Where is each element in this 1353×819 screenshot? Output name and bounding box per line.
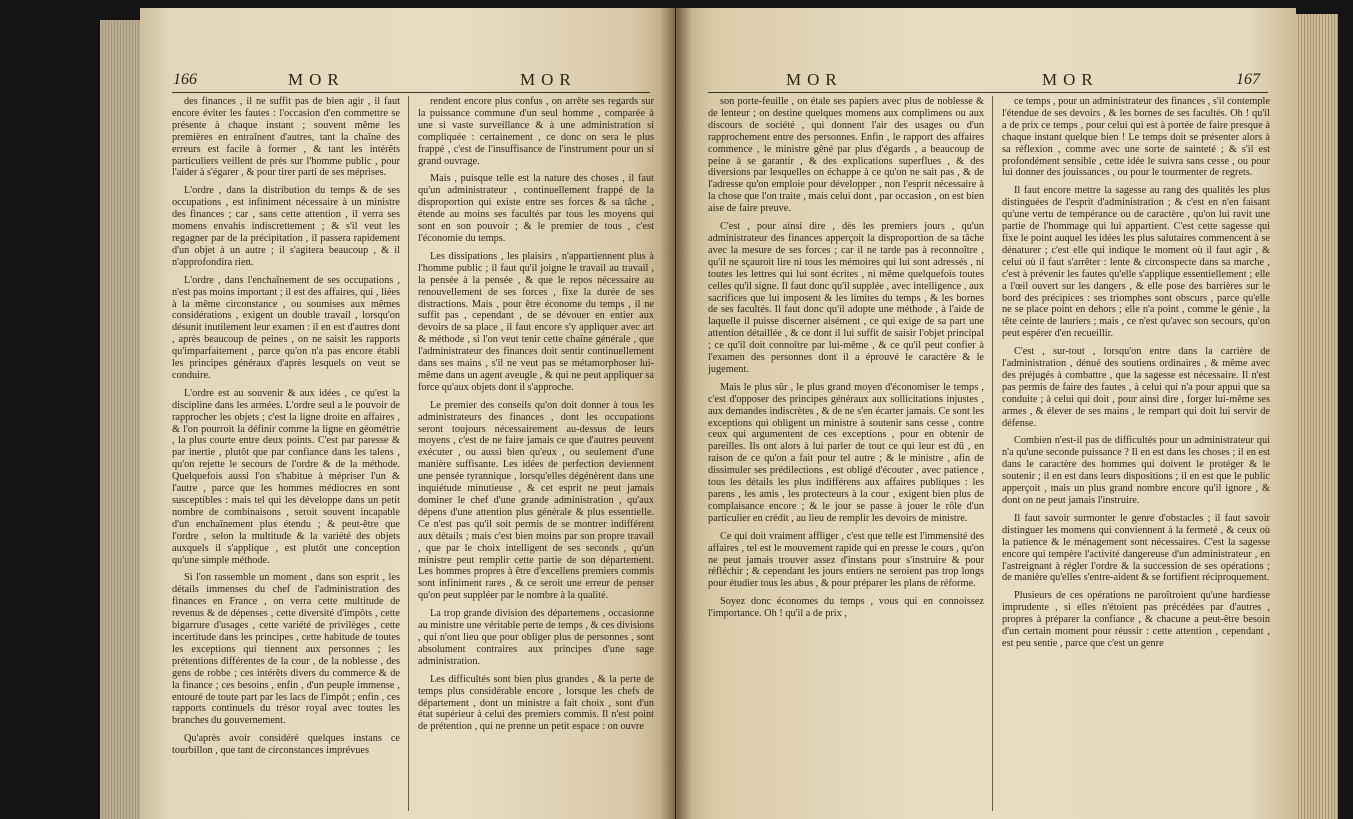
- paragraph: La trop grande division des départemens , occasionne au ministre une véritable perte de temps , & ces divisions , qui n'ont lieu que pour obliger plus de personnes , sont absolument contraires aux principes d'une sage administration.: [418, 608, 654, 667]
- paragraph: Combien n'est-il pas de difficultés pour un administrateur qui n'a qu'une seconde puissance ? Il en est dans les choses ; il en est dans le caractère des hommes qui doivent le protéger & le soutenir ; il en est dans leurs dispositions ; il en est que le public apperçoit , mais un plus grand nombre encore qu'il ignore , & dont on ne peut jamais l'instruire.: [1002, 435, 1270, 506]
- column-rule: [992, 96, 993, 811]
- header-rule: [708, 92, 1268, 93]
- paragraph: Mais le plus sûr , le plus grand moyen d'économiser le temps , c'est d'opposer des principes généraux aux sollicitations injustes , aux demandes indiscrètes , & de ne s'en écarter jamais. Ce sont les exceptions qui obligent un ministre à soutenir sans cesse , contre ceux qui argumentent de ces exceptions , pour en obtenir de pareilles. Ils ont alors à lui parler de tout ce qui leur est dû , en raison de ce qu'on a fait pour tel autre ; & le ministre , afin de dissimuler ses prédilections , est obligé d'écouter , avec patience , tous les détails les plus indifférens aux affaires publiques : les parens , les amis , les protecteurs à la cour , exigent bien plus de complaisance encore ; & le jour se passe à jouer le rôle d'un particulier en crédit , au lieu de remplir les devoirs de ministre.: [708, 381, 984, 524]
- text-column: [708, 96, 984, 819]
- paragraph: Ce qui doit vraiment affliger , c'est que telle est l'immensité des affaires , tel est le mouvement rapide qui en presse le cours , qu'on ne peut jamais trouver assez d'instans pour s'instruire & pour réfléchir ; & cependant les jours entiers ne seroient pas trop longs pour étudier tous les abus , & pour préparer les plans de réforme.: [708, 530, 984, 590]
- page-number: 166: [173, 71, 197, 88]
- paragraph: Il faut encore mettre la sagesse au rang des qualités les plus distinguées de l'esprit d'administration ; & c'est en n'en faisant qu'une vertu de tempérance ou de caractère , qu'on lui ravit une partie de l'hommage qui lui appartient. C'est cette sagesse qui fixe le point auquel les idées les plus salutaires commencent à se dénaturer ; c'est elle qui indique le moment où il faut agir , & celui où il faut s'arrêter : lente & circonspecte dans sa marche , c'est à prévenir les fautes qu'elle s'applique essentiellement ; elle a l'œil ouvert sur les dangers , & elle pose des barrières sur le bord des précipices : ses triomphes sont obscurs , parce qu'elle ne se place point en dehors ; elle n'a point , comme le génie , la tête ceinte de lauriers ; mais , ce n'est qu'avec son secours, qu'on peut espérer d'en recueillir.: [1002, 185, 1270, 340]
- paragraph: Soyez donc économes du temps , vous qui en connoissez l'importance. Oh ! qu'il a de prix ,: [708, 596, 984, 620]
- paragraph: Plusieurs de ces opérations ne paroîtroient qu'une hardiesse imprudente , si elles n'étoient pas précédées par d'autres , propres à préparer la confiance , & chacune a peut-être besoin d'un certain moment pour réussir : cette attention , cependant , est peu sentie , parce que c'est un genre: [1002, 590, 1270, 649]
- paragraph: des finances , il ne suffit pas de bien agir , il faut encore éviter les fautes : l'occasion d'en commettre se présente à chaque instant ; souvent même les premières en entraînent d'autres, tant la chaîne des erreurs est facile à former , & tant les intérêts particuliers veillent de près sur l'homme public , pour l'aider à s'égarer , & pour tirer parti de ses méprises.: [172, 96, 400, 179]
- paragraph: Il faut savoir surmonter le genre d'obstacles ; il faut savoir distinguer les momens qui conviennent à la fermeté , & ceux où la patience & le ménagement sont nécessaires. C'est la sagesse encore qui tempère l'activité dangereuse d'un administrateur , en l'astreignant à régler l'ordre & la succession de ses opérations ; de manière qu'elles s'entre-aident & se fortifient réciproquement.: [1002, 512, 1270, 584]
- running-head: MOR: [1042, 70, 1099, 89]
- paragraph: L'ordre est au souvenir & aux idées , ce qu'est la discipline dans les armées. L'ordre seul a le pouvoir de rapprocher les objets ; c'est la ligne droite en affaires , & l'on pourroit la définir comme la ligne en géométrie , la plus courte entre deux points. C'est par paresse & par inertie , plutôt que par confiance dans les talens , qu'on rejette le secours de l'ordre & de la méthode. Quelquefois aussi l'on s'habitue à mépriser l'un & l'autre , parce que les hommes médiocres en sont susceptibles : mais tel qui les développe dans un petit nombre de combinaisons , seroit souvent incapable d'un enchaînement plus étendu ; & peut-être que l'ordre , selon la multitude & la variété des objets auxquels il s'applique , est plutôt une conception qu'une simple méthode.: [172, 387, 400, 566]
- paragraph: Mais , puisque telle est la nature des choses , il faut qu'un administrateur , continuellement frappé de la disproportion qui existe entre ses forces & sa tâche , étende au moins ses facultés par tous les moyens qui sont en son pouvoir ; & le premier de tous , c'est l'économie du temps.: [418, 173, 654, 244]
- page-edges-left: [100, 20, 142, 819]
- paragraph: C'est , pour ainsi dire , dès les premiers jours , qu'un administrateur des finances apperçoit la disproportion de sa tâche avec la mesure de ses forces ; car il ne tarde pas à reconnoître , qu'il ne sçauroit lire ni tous les mémoires qui lui sont adressés , ni toutes les lettres qui lui sont écrites , ni même quelquefois toutes celles qu'il signe. Il faut donc qu'il supplée , avec intelligence , aux sacrifices que lui imposent & les limites du temps , & les bornes de ses facultés. Il faut donc qu'il adopte une méthode , à l'aide de laquelle il puisse discerner aisément , ce qui exige de sa part une attention détaillée , & ce dont il lui suffit de saisir l'objet principal ; ce qu'il doit connoître par lui-même , & ce qu'il peut confier à l'examen des personnes dont il a éprouvé le caractère & le jugement.: [708, 221, 984, 375]
- text-column: [418, 96, 654, 819]
- running-head: MOR: [520, 70, 577, 89]
- paragraph: son porte-feuille , on étale ses papiers avec plus de noblesse & de lenteur ; on destine quelques momens aux complimens ou aux discours de société , qui donnent l'air des usages ou d'un rapprochement entre des personnes. Enfin , le rapport des affaires commence , le ministre gêné par plus d'égards , a beaucoup de peine à se garantir , & des explications superflues , & des diversions par lesquelles on échappe à ce qu'on ne sait pas , & de l'adresse qu'on emploie pour développer , non l'esprit nécessaire à la chose que l'on traite , mais celui dont , par occasion , on est bien aise de faire preuve.: [708, 96, 984, 215]
- column-rule: [408, 96, 409, 811]
- page-edges-right: [1296, 14, 1338, 819]
- text-column: [1002, 96, 1270, 819]
- paragraph: Les dissipations , les plaisirs , n'appartiennent plus à l'homme public ; il faut qu'il joigne le travail au travail , la pensée à la pensée , & que le repos nécessaire au renouvellement de ses forces , fixe la durée de ses distractions. Mais , pour être économe du temps , il ne suffit pas , cependant , de se dévouer en entier aux devoirs de sa place , il faut encore s'y appliquer avec art & méthode , si l'on veut tenir cette chaîne générale , que l'administrateur des finances doit sentir continuellement dans ses mains , s'il ne veut pas se métamorphoser lui-même dans un agent aveugle , & qui ne peut appliquer sa force qu'aux objets dont il s'approche.: [418, 250, 654, 393]
- text-column: [172, 96, 400, 819]
- page-number: 167: [1236, 71, 1260, 88]
- paragraph: Les difficultés sont bien plus grandes , & la perte de temps plus considérable encore , lorsque les chefs de département , dont un ministre a fait choix , sont d'un état supérieur à celui des premiers commis. Il n'est point de prétention , qui ne prenne un petit espace : on ouvre: [418, 673, 654, 733]
- paragraph: Le premier des conseils qu'on doit donner à tous les administrateurs des finances , dont les occupations seront toujours nécessairement au-dessus de leurs moyens , c'est de ne faire jamais ce que d'autres peuvent exécuter , ou aussi bien qu'eux , ou seulement d'une manière suffisante. Les idées de perfection deviennent une pensée tyrannique , lorsqu'elles dégénèrent dans une inquiétude minutieuse , & cet esprit ne peut jamais dominer le chef d'une grande administration , qu'aux dépens d'une attention plus générale & plus essentielle. Ce n'est pas qu'il soit permis de se montrer indifférent aux détails ; mais c'est bien moins par son propre travail , que par le choix intelligent de ses seconds , qu'un ministre peut remplir cette partie de son département. Les hommes propres à être d'excellens premiers commis sont infiniment rares , & ce seroit une erreur de penser qu'on peut suppléer par le nombre à la qualité.: [418, 399, 654, 602]
- paragraph: C'est , sur-tout , lorsqu'on entre dans la carrière de l'administration , dénué des soutiens ordinaires , & même avec des préjugés à combattre , que la sagesse est nécessaire. Il n'est pas permis de faire des fautes , à celui qui n'a pour appui que sa conduite ; à celui qui doit , pour ainsi dire , forger lui-même ses armes , & élever de ses mains , le rempart qui doit lui servir de défense.: [1002, 346, 1270, 429]
- paragraph: L'ordre , dans la distribution du temps & de ses occupations , est infiniment nécessaire à un ministre des finances ; car , sans cette attention , il verra ses momens envahis indiscrettement ; & s'il veut les regagner par de la précipitation , il passera rapidement d'un objet à un autre ; il s'agitera beaucoup , & il n'approfondira rien.: [172, 185, 400, 268]
- paragraph: Qu'après avoir considéré quelques instans ce tourbillon , que tant de circonstances imprévues: [172, 733, 400, 757]
- running-head: MOR: [786, 70, 843, 89]
- left-page: [140, 8, 675, 819]
- paragraph: L'ordre , dans l'enchaînement de ses occupations , n'est pas moins important ; il est des affaires, qui , liées à la même circonstance , ou soumises aux mêmes considérations , exigent un double travail , lorsqu'on désunit inutilement leur examen : il en est d'autres dont , après beaucoup de peines , on ne saisit les rapports qu'imparfaitement , parce qu'on n'a pas encore établi les principes généraux d'après lesquels on veut se conduire.: [172, 274, 400, 381]
- paragraph: ce temps , pour un administrateur des finances , s'il contemple l'étendue de ses devoirs , & les bornes de ses facultés. Oh ! qu'il a de prix ce temps , pour celui qui est à portée de faire presque à chaque instant quelque bien ! Le temps doit se présenter alors à sa réflexion , comme avec une sorte de sainteté ; & s'il est profondément sensible , cette idée le suivra sans cesse , ou pour lui donner des jouissances , ou pour le tourmenter de regrets.: [1002, 96, 1270, 179]
- right-page: [676, 8, 1296, 819]
- paragraph: Si l'on rassemble un moment , dans son esprit , les détails immenses du chef de l'administration des finances en France , on verra cette multitude de revenus & de dépenses , cette diversité d'impôts , cette bigarrure d'usages , cette variété de privilèges , cette incertitude dans les principes , cette habitude de toutes les exceptions qui tiennent aux personnes ; les prétentions différentes de la cour , de la noblesse , des gens de robbe ; ces intérêts divers du commerce & de la finance ; ces besoins , enfin , d'un peuple immense , entouré de toute part par les lacs de l'impôt ; enfin , ces rapports continuels du trésor royal avec toutes les branches du gouvernement.: [172, 572, 400, 727]
- paragraph: rendent encore plus confus , on arrête ses regards sur la puissance commune d'un seul homme , comparée à une si vaste surveillance & à une administration si compliquée : certainement , ce donc on sera le plus frappé , c'est de l'insuffisance de l'instrument pour un si grand ouvrage.: [418, 96, 654, 167]
- running-head: MOR: [288, 70, 345, 89]
- header-rule: [172, 92, 650, 93]
